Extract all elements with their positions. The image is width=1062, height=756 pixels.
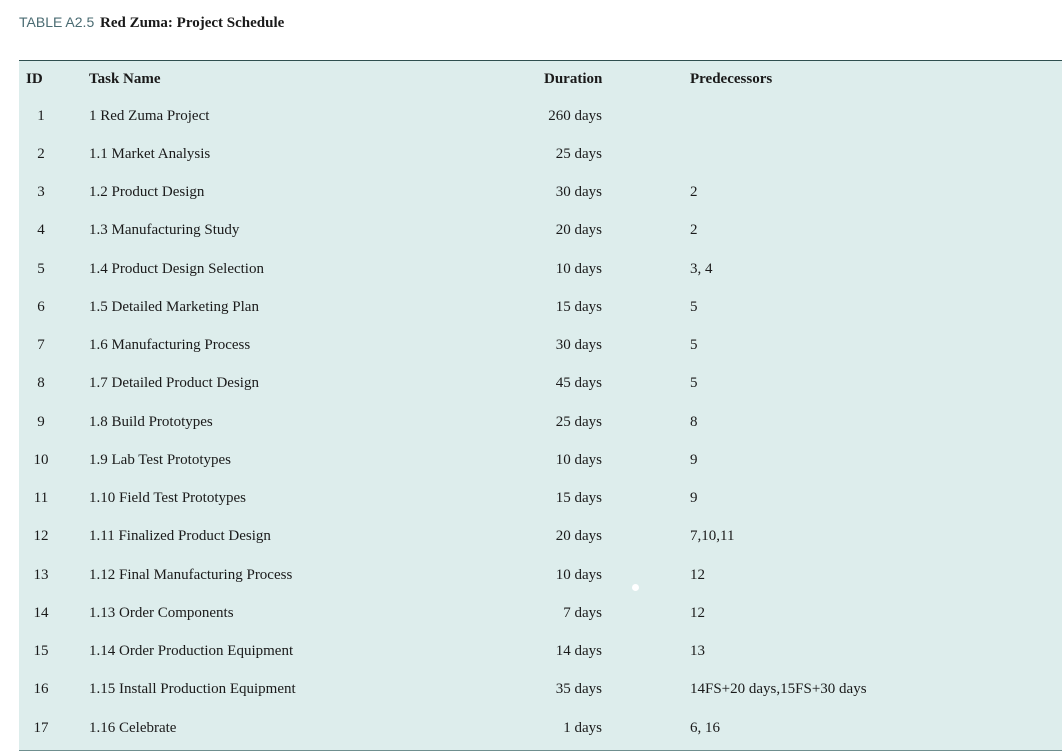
- table-row: [19, 135, 1062, 173]
- cell-id: 13: [33, 566, 49, 583]
- header-duration: Duration: [544, 70, 603, 87]
- cell-id: 9: [37, 413, 45, 430]
- cell-task-name: 1.7 Detailed Product Design: [89, 375, 259, 392]
- table-title: Red Zuma: Project Schedule: [99, 15, 285, 31]
- cell-predecessors: 12: [690, 604, 705, 621]
- table-row: [19, 709, 1062, 747]
- cell-id: 10: [33, 451, 49, 468]
- stray-dot: [632, 584, 639, 591]
- cell-id: 1: [37, 107, 45, 124]
- cell-duration: 7 days: [563, 604, 602, 621]
- cell-task-name: 1.13 Order Components: [89, 604, 234, 621]
- table-row: [19, 365, 1062, 403]
- schedule-table: [19, 61, 1062, 747]
- table-row: [19, 288, 1062, 326]
- cell-predecessors: 5: [690, 375, 698, 392]
- table-header-row: [19, 61, 1062, 97]
- cell-duration: 30 days: [555, 337, 602, 354]
- schedule-table-container: [19, 60, 1062, 751]
- cell-id: 15: [33, 643, 49, 660]
- cell-duration: 15 days: [555, 490, 602, 507]
- table-row: [19, 556, 1062, 594]
- cell-predecessors: 13: [690, 643, 705, 660]
- cell-task-name: 1.12 Final Manufacturing Process: [89, 566, 293, 583]
- header-id: ID: [26, 70, 43, 87]
- cell-duration: 14 days: [555, 643, 602, 660]
- cell-predecessors: 6, 16: [690, 719, 720, 736]
- cell-duration: 1 days: [563, 719, 602, 736]
- cell-predecessors: 2: [690, 184, 698, 201]
- cell-duration: 10 days: [555, 451, 602, 468]
- cell-predecessors: 8: [690, 413, 698, 430]
- cell-id: 3: [37, 184, 45, 201]
- cell-id: 11: [33, 490, 49, 507]
- cell-task-name: 1.3 Manufacturing Study: [89, 222, 240, 239]
- cell-id: 6: [37, 298, 45, 315]
- cell-predecessors: 9: [690, 490, 698, 507]
- table-row: [19, 327, 1062, 365]
- cell-id: 17: [33, 719, 49, 736]
- cell-task-name: 1.2 Product Design: [89, 184, 205, 201]
- cell-predecessors: 12: [690, 566, 705, 583]
- cell-predecessors: [690, 97, 1062, 135]
- table-row: [19, 174, 1062, 212]
- cell-task-name: 1.16 Celebrate: [89, 719, 177, 736]
- cell-duration: 25 days: [555, 145, 602, 162]
- cell-task-name: 1.14 Order Production Equipment: [89, 643, 294, 660]
- cell-duration: 35 days: [555, 681, 602, 698]
- cell-duration: 30 days: [555, 184, 602, 201]
- cell-task-name: 1.11 Finalized Product Design: [89, 528, 271, 545]
- cell-id: 4: [37, 222, 45, 239]
- cell-id: 2: [37, 145, 45, 162]
- table-row: [19, 480, 1062, 518]
- cell-predecessors: 5: [690, 298, 698, 315]
- cell-predecessors: 14FS+20 days,15FS+30 days: [690, 681, 867, 698]
- cell-task-name: 1.1 Market Analysis: [89, 145, 211, 162]
- cell-duration: 260 days: [548, 107, 602, 124]
- table-row: [19, 441, 1062, 479]
- table-row: [19, 212, 1062, 250]
- table-row: [19, 97, 1062, 135]
- table-row: [19, 403, 1062, 441]
- table-row: [19, 518, 1062, 556]
- cell-task-name: 1.10 Field Test Prototypes: [89, 490, 247, 507]
- cell-predecessors: 5: [690, 337, 698, 354]
- table-row: [19, 671, 1062, 709]
- cell-duration: 20 days: [555, 222, 602, 239]
- cell-id: 12: [33, 528, 49, 545]
- table-number: TABLE A2.5: [19, 14, 95, 30]
- header-task-name: Task Name: [89, 70, 161, 87]
- cell-task-name: 1 Red Zuma Project: [89, 107, 210, 124]
- cell-duration: 15 days: [555, 298, 602, 315]
- cell-task-name: 1.8 Build Prototypes: [89, 413, 213, 430]
- cell-id: 14: [33, 604, 49, 621]
- cell-task-name: 1.15 Install Production Equipment: [89, 681, 296, 698]
- cell-predecessors: 7,10,11: [690, 528, 735, 545]
- table-row: [19, 250, 1062, 288]
- cell-id: 16: [33, 681, 49, 698]
- header-predecessors: Predecessors: [690, 70, 773, 87]
- cell-predecessors: 9: [690, 451, 698, 468]
- cell-predecessors: [690, 135, 1062, 173]
- cell-duration: 10 days: [555, 260, 602, 277]
- cell-id: 5: [37, 260, 45, 277]
- table-row: [19, 633, 1062, 671]
- cell-task-name: 1.4 Product Design Selection: [89, 260, 264, 277]
- table-caption: [19, 12, 284, 33]
- cell-duration: 45 days: [555, 375, 602, 392]
- cell-id: 7: [37, 337, 45, 354]
- cell-predecessors: 2: [690, 222, 698, 239]
- cell-predecessors: 3, 4: [690, 260, 713, 277]
- cell-duration: 20 days: [555, 528, 602, 545]
- cell-duration: 10 days: [555, 566, 602, 583]
- cell-task-name: 1.9 Lab Test Prototypes: [89, 451, 231, 468]
- table-row: [19, 594, 1062, 632]
- cell-id: 8: [37, 375, 45, 392]
- cell-duration: 25 days: [555, 413, 602, 430]
- cell-task-name: 1.5 Detailed Marketing Plan: [89, 298, 259, 315]
- cell-task-name: 1.6 Manufacturing Process: [89, 337, 251, 354]
